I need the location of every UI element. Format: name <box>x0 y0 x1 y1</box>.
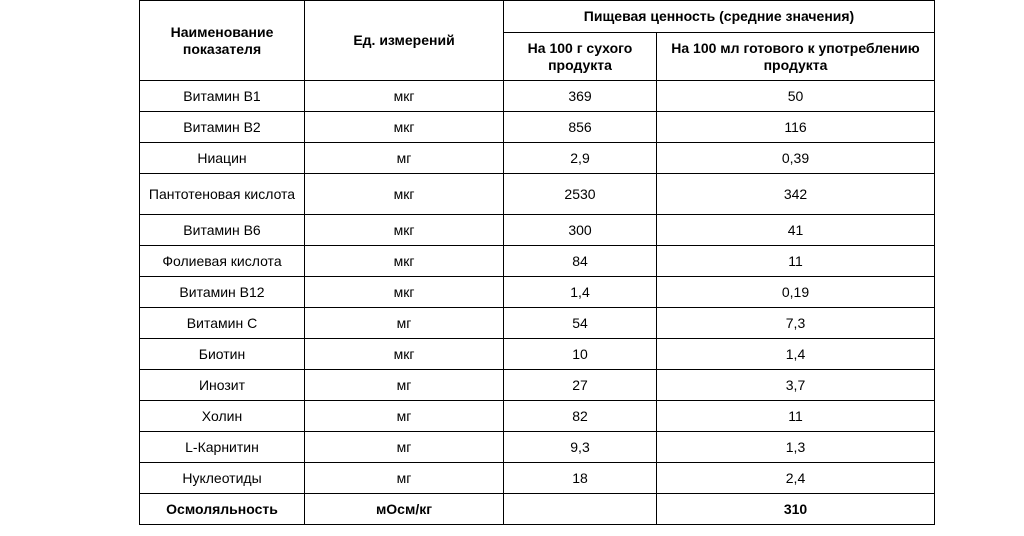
table-row <box>140 246 935 277</box>
cell-name: Холин <box>140 401 305 432</box>
cell-ready: 41 <box>657 215 935 246</box>
cell-dry: 856 <box>504 112 657 143</box>
cell-ready: 11 <box>657 246 935 277</box>
cell-unit: мг <box>305 143 504 174</box>
table-row <box>140 463 935 494</box>
cell-ready: 342 <box>657 174 935 215</box>
cell-dry: 18 <box>504 463 657 494</box>
cell-unit: мг <box>305 401 504 432</box>
cell-dry: 2530 <box>504 174 657 215</box>
cell-dry: 10 <box>504 339 657 370</box>
header-ready: На 100 мл готового к употреблению продукта <box>657 33 935 81</box>
cell-ready: 3,7 <box>657 370 935 401</box>
table-row <box>140 81 935 112</box>
cell-dry: 2,9 <box>504 143 657 174</box>
cell-ready: 116 <box>657 112 935 143</box>
table-row <box>140 277 935 308</box>
header-nutrition-group: Пищевая ценность (средние значения) <box>504 1 935 33</box>
cell-name: Витамин С <box>140 308 305 339</box>
total-ready: 310 <box>657 494 935 525</box>
cell-dry: 369 <box>504 81 657 112</box>
cell-dry: 82 <box>504 401 657 432</box>
table-row <box>140 143 935 174</box>
cell-unit: мкг <box>305 215 504 246</box>
header-name: Наименование показателя <box>140 1 305 81</box>
table-row <box>140 112 935 143</box>
cell-name: Фолиевая кислота <box>140 246 305 277</box>
cell-unit: мг <box>305 463 504 494</box>
header-dry: На 100 г сухого продукта <box>504 33 657 81</box>
cell-name: L-Карнитин <box>140 432 305 463</box>
table-header <box>140 1 935 81</box>
total-dry <box>504 494 657 525</box>
table-row <box>140 308 935 339</box>
total-name: Осмоляльность <box>140 494 305 525</box>
cell-ready: 7,3 <box>657 308 935 339</box>
cell-name: Витамин В12 <box>140 277 305 308</box>
table-row <box>140 370 935 401</box>
header-row-1 <box>140 1 935 33</box>
table-row <box>140 174 935 215</box>
cell-dry: 300 <box>504 215 657 246</box>
table-body <box>140 81 935 525</box>
total-row <box>140 494 935 525</box>
cell-name: Инозит <box>140 370 305 401</box>
cell-unit: мкг <box>305 277 504 308</box>
cell-dry: 84 <box>504 246 657 277</box>
table-row <box>140 401 935 432</box>
cell-name: Пантотеновая кислота <box>140 174 305 215</box>
cell-name: Нуклеотиды <box>140 463 305 494</box>
cell-dry: 1,4 <box>504 277 657 308</box>
cell-unit: мг <box>305 432 504 463</box>
cell-unit: мг <box>305 370 504 401</box>
cell-unit: мкг <box>305 339 504 370</box>
cell-name: Витамин В2 <box>140 112 305 143</box>
cell-unit: мг <box>305 308 504 339</box>
nutrition-table <box>139 0 935 525</box>
cell-name: Биотин <box>140 339 305 370</box>
cell-ready: 1,4 <box>657 339 935 370</box>
cell-ready: 0,39 <box>657 143 935 174</box>
cell-dry: 54 <box>504 308 657 339</box>
cell-ready: 1,3 <box>657 432 935 463</box>
cell-ready: 11 <box>657 401 935 432</box>
cell-unit: мкг <box>305 246 504 277</box>
header-unit: Ед. измерений <box>305 1 504 81</box>
total-unit: мОсм/кг <box>305 494 504 525</box>
table-row <box>140 432 935 463</box>
cell-ready: 2,4 <box>657 463 935 494</box>
cell-name: Витамин В1 <box>140 81 305 112</box>
cell-ready: 0,19 <box>657 277 935 308</box>
cell-name: Витамин В6 <box>140 215 305 246</box>
cell-unit: мкг <box>305 112 504 143</box>
cell-unit: мкг <box>305 81 504 112</box>
table-row <box>140 215 935 246</box>
cell-name: Ниацин <box>140 143 305 174</box>
table-row <box>140 339 935 370</box>
cell-dry: 9,3 <box>504 432 657 463</box>
cell-unit: мкг <box>305 174 504 215</box>
cell-dry: 27 <box>504 370 657 401</box>
cell-ready: 50 <box>657 81 935 112</box>
